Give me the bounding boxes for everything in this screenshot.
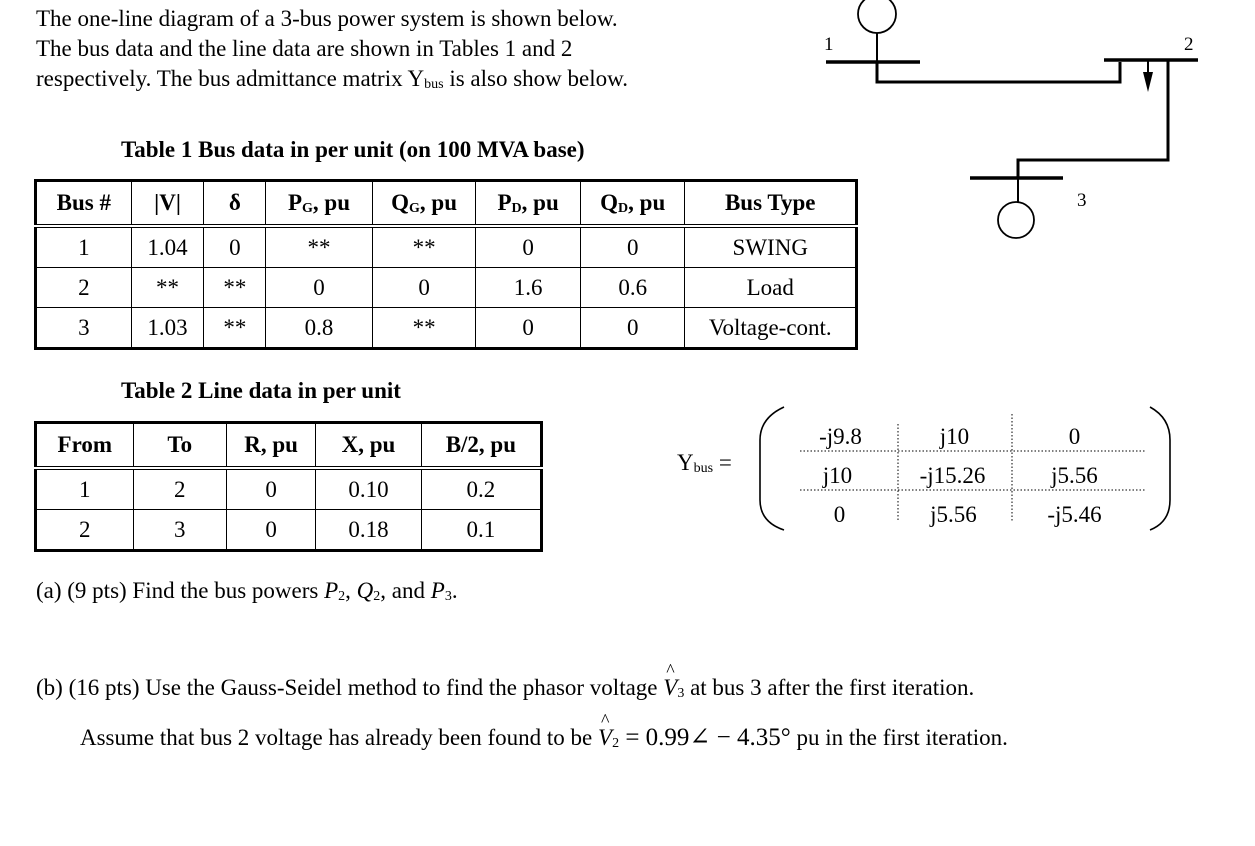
table-cell: **	[204, 308, 266, 349]
table-cell: 0.10	[316, 468, 421, 510]
table-cell: Load	[685, 268, 857, 308]
v2-phasor: V ^	[598, 710, 613, 750]
table-cell: 0.6	[580, 268, 685, 308]
table-cell: 0	[580, 308, 685, 349]
ybus-cell-21: j10	[822, 463, 853, 488]
table-cell: 2	[133, 468, 226, 510]
table-cell: 1	[36, 468, 134, 510]
table-cell: 0	[476, 226, 581, 268]
ybus-cell-11: -j9.8	[819, 424, 862, 449]
table-cell: 0.18	[316, 510, 421, 551]
question-b-line-2: Assume that bus 2 voltage has already been found to be V ^ $_2$ = 0.99∠ − 4.35° pu in the first iteration.	[80, 710, 1008, 751]
table-cell: 2	[36, 510, 134, 551]
bus-1-label: 1	[824, 34, 834, 55]
table-cell: Voltage-cont.	[685, 308, 857, 349]
table-cell: 0	[372, 268, 476, 308]
table1-header-pg: $P_G$, pu	[266, 181, 373, 227]
table-cell: 1.04	[131, 226, 204, 268]
table-cell: **	[204, 268, 266, 308]
intro-line-1: The one-line diagram of a 3-bus power system is shown below.	[36, 6, 618, 31]
table2-caption: Table 2 Line data in per unit	[121, 378, 401, 403]
table2-header-r: R, pu	[226, 423, 315, 469]
table-cell: 1.6	[476, 268, 581, 308]
table-cell: 1	[36, 226, 132, 268]
table-cell: 2	[36, 268, 132, 308]
bus-3-label: 3	[1077, 190, 1087, 211]
table-cell: 0.8	[266, 308, 373, 349]
table1-caption: Table 1 Bus data in per unit (on 100 MVA base)	[121, 137, 585, 162]
ybus-cell-31: 0	[833, 502, 846, 527]
table-cell: 0.1	[421, 510, 541, 551]
table-cell: **	[372, 226, 476, 268]
v3-phasor: V ^	[663, 660, 678, 700]
ybus-cell-13: 0	[1068, 424, 1081, 449]
table-cell: 0	[226, 510, 315, 551]
table2-header-b2: B/2, pu	[421, 423, 541, 469]
table-cell: 0	[580, 226, 685, 268]
intro-line-3: respectively. The bus admittance matrix $Y_{bus}$ is also show below.	[36, 66, 628, 92]
table1-header-delta: δ	[204, 181, 266, 227]
table-cell: 0.2	[421, 468, 541, 510]
ybus-cell-12: j10	[939, 424, 970, 449]
ybus-cell-22: -j15.26	[919, 463, 986, 488]
table-cell: 0	[204, 226, 266, 268]
right-paren-icon	[1150, 407, 1170, 530]
table-cell: **	[266, 226, 373, 268]
ybus-cell-33: -j5.46	[1047, 502, 1102, 527]
table1-header-bus: Bus #	[36, 181, 132, 227]
table-cell: 0	[266, 268, 373, 308]
table2-header-x: X, pu	[316, 423, 421, 469]
question-b-line-1: (b) (16 pts) Use the Gauss-Seidel method to find the phasor voltage V ^ $_3$ at bus 3 after the first iteration.	[36, 660, 975, 701]
table-cell: 3	[36, 308, 132, 349]
table1-header-qg: $Q_G$, pu	[372, 181, 476, 227]
table1-header-type: Bus Type	[685, 181, 857, 227]
table-cell: SWING	[685, 226, 857, 268]
table1-header-qd: $Q_D$, pu	[580, 181, 685, 227]
table2-header-from: From	[36, 423, 134, 469]
ybus-cell-23: j5.56	[1051, 463, 1098, 488]
table-cell: 0	[476, 308, 581, 349]
ybus-label: $Y_{bus}$ =	[677, 450, 732, 476]
table1-header-pd: $P_D$, pu	[476, 181, 581, 227]
ybus-cell-32: j5.56	[930, 502, 977, 527]
table-cell: 1.03	[131, 308, 204, 349]
table-cell: **	[131, 268, 204, 308]
table1-header-v: |V|	[131, 181, 204, 227]
table-cell: 3	[133, 510, 226, 551]
table-cell: 0	[226, 468, 315, 510]
intro-line-2: The bus data and the line data are shown in Tables 1 and 2	[36, 36, 573, 61]
table2-header-to: To	[133, 423, 226, 469]
table-cell: **	[372, 308, 476, 349]
bus-2-label: 2	[1184, 34, 1194, 55]
question-a: (a) (9 pts) Find the bus powers $P_2$, $Q_2$, and $P_3$.	[36, 578, 458, 604]
